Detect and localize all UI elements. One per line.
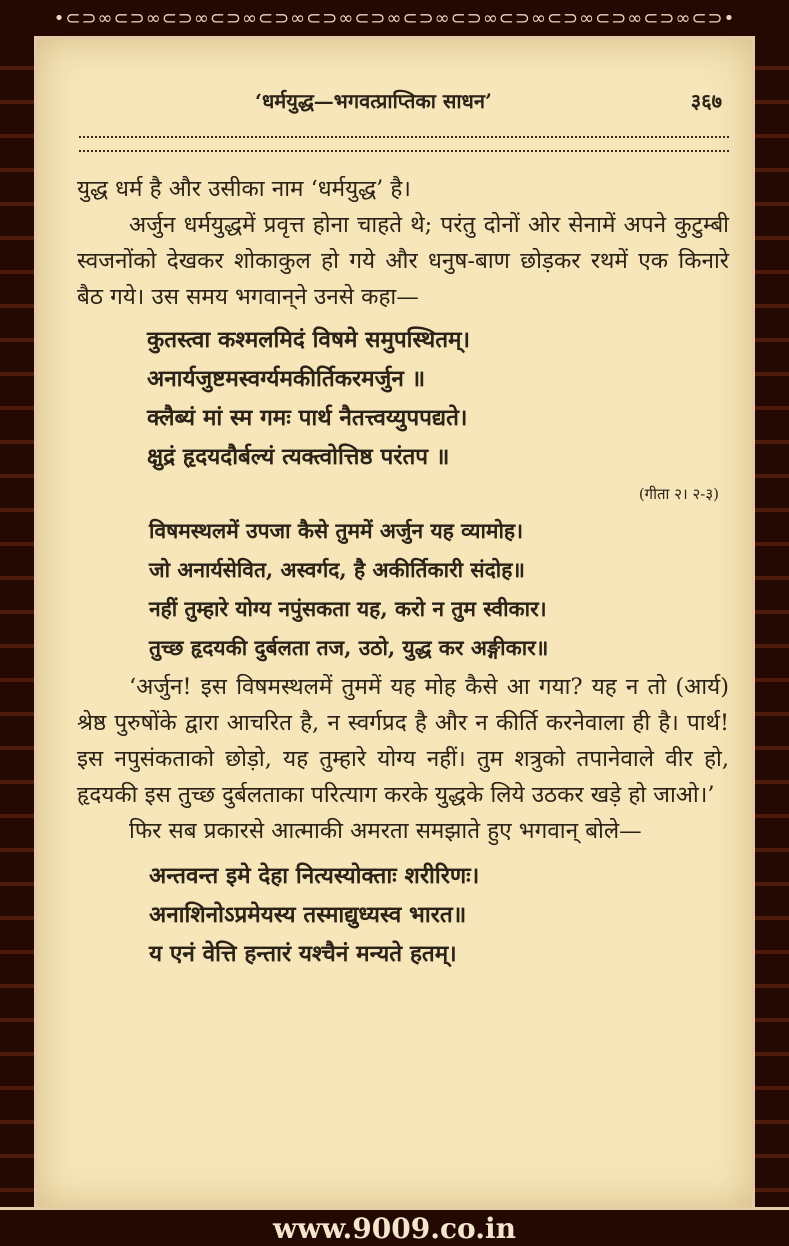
verse-line: अनाशिनोऽप्रमेयस्य तस्माद्युध्यस्व भारत॥ <box>149 902 467 928</box>
verse-line: क्षुद्रं हृदयदौर्बल्यं त्यक्त्वोत्तिष्ठ परंतप ॥ <box>147 444 450 470</box>
page-header <box>37 87 752 123</box>
running-title: ‘धर्मयुद्ध—भगवत्प्राप्तिका साधन’ <box>255 89 492 113</box>
page-number: ३६७ <box>690 89 722 113</box>
verse-line: कुतस्त्वा कश्मलमिदं विषमे समुपस्थितम्‌। <box>147 327 470 353</box>
sanskrit-verse-2 <box>77 857 729 974</box>
sanskrit-verse-1 <box>77 321 729 477</box>
book-page <box>37 39 752 1207</box>
verse-line: क्लैब्यं मां स्म गमः पार्थ नैतत्त्वय्युपपद्यते। <box>147 405 468 431</box>
verse-citation: (गीता २। २-३) <box>638 485 719 503</box>
verse-line: जो अनार्यसेवित, अस्वर्गद, है अकीर्तिकारी संदोह॥ <box>149 557 525 582</box>
frame-left-border <box>0 36 37 1210</box>
page-body <box>77 171 729 974</box>
verse-line: तुच्छ हृदयकी दुर्बलता तज, उठो, युद्ध कर अङ्गीकार॥ <box>149 635 549 660</box>
verse-line: अन्तवन्त इमे देहा नित्यस्योक्ताः शरीरिणः। <box>149 863 480 889</box>
frame-right-border <box>752 36 789 1210</box>
paragraph-3: ‘अर्जुन! इस विषमस्थलमें तुममें यह मोह कैसे आ गया? यह न तो (आर्य) श्रेष्ठ पुरुषोंके द्वारा आचरित है, न स्वर्गप्रद है और न कीर्ति करनेवाला ही है। पार्थ! इस नपुसंकताको छोड़ो, यह तुम्हारे योग्य नहीं। तुम शत्रुको तपानेवाले वीर हो, हृदयकी इस तुच्छ दुर्बलताका परित्याग करके युद्धके लिये उठकर खड़े हो जाओ।’ <box>77 674 729 808</box>
frame-ornament: •⊂⊃∞⊂⊃∞⊂⊃∞⊂⊃∞⊂⊃∞⊂⊃∞⊂⊃∞⊂⊃∞⊂⊃∞⊂⊃∞⊂⊃∞⊂⊃∞⊂⊃∞⊂⊃• <box>53 7 736 29</box>
verse-line: विषमस्थलमें उपजा कैसे तुममें अर्जुन यह व्यामोह। <box>149 518 524 543</box>
frame-top-border <box>0 0 789 39</box>
paragraph-4: फिर सब प्रकारसे आत्माकी अमरता समझाते हुए भगवान्‌ बोले— <box>129 818 642 844</box>
paragraph-1: युद्ध धर्म है और उसीका नाम ‘धर्मयुद्ध’ है। <box>77 176 411 202</box>
verse-line: य एनं वेत्ति हन्तारं यश्चैनं मन्यते हतम्‌। <box>149 941 457 967</box>
website-watermark: www.9009.co.in <box>273 1211 516 1245</box>
verse-line: अनार्यजुष्टमस्वर्ग्यमकीर्तिकरमर्जुन ॥ <box>147 366 426 392</box>
header-divider <box>79 136 729 152</box>
verse-line: नहीं तुम्हारे योग्य नपुंसकता यह, करो न तुम स्वीकार। <box>149 596 547 621</box>
hindi-verse <box>77 511 729 667</box>
paragraph-2: अर्जुन धर्मयुद्धमें प्रवृत्त होना चाहते थे; परंतु दोनों ओर सेनामें अपने कुटुम्बी स्वजनोंको देखकर शोकाकुल हो गये और धनुष-बाण छोड़कर रथमें एक किनारे बैठ गये। उस समय भगवान्‌ने उनसे कहा— <box>77 212 729 310</box>
